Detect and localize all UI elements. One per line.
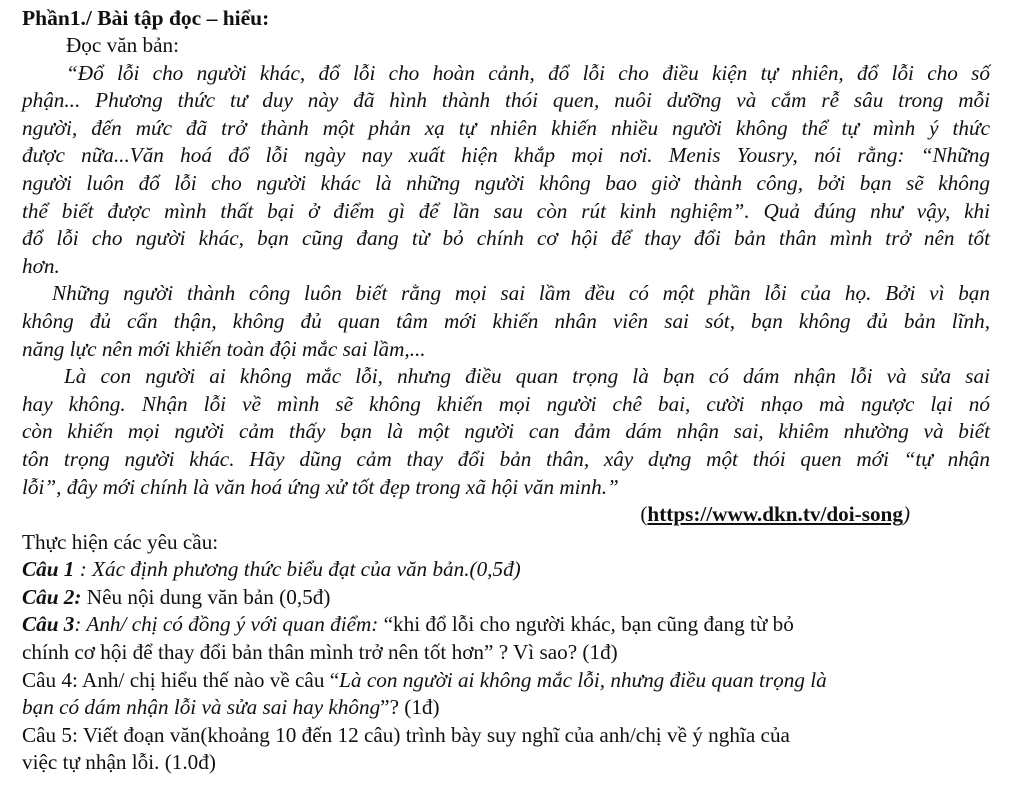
passage-line: phận... Phương thức tư duy này đã hình thành thói quen, nuôi dưỡng và cắm rễ sâu trong mỗi <box>22 88 990 113</box>
question-1-text: : Xác định phương thức biểu đạt của văn bản.(0,5đ) <box>74 557 521 582</box>
question-2 <box>22 584 990 612</box>
passage-line: được nữa...Văn hoá đổ lỗi ngày nay xuất hiện khắp mọi nơi. Menis Yousry, nói rằng: “Những <box>22 143 990 168</box>
passage-line: “Đổ lỗi cho người khác, đổ lỗi cho hoàn cảnh, đổ lỗi cho điều kiện tự nhiên, đổ lỗi cho số <box>66 60 990 85</box>
passage-line: người luôn đổ lỗi cho người khác là những người không bao giờ thành công, bởi bạn sẽ không <box>22 170 990 195</box>
question-4-suffix: ”? (1đ) <box>380 695 440 720</box>
question-3-continued: chính cơ hội để thay đổi bản thân mình trở nên tốt hơn” ? Vì sao? (1đ) <box>22 640 618 665</box>
question-3-label: Câu 3 <box>22 612 75 637</box>
question-3-intro: : Anh/ chị có đồng ý với quan điểm: <box>74 612 384 637</box>
question-3-quote-line1: “khi đổ lỗi cho người khác, bạn cũng đang từ bỏ <box>383 612 794 637</box>
question-4-continued <box>22 694 990 722</box>
question-5-continued: việc tự nhận lỗi. (1.0đ) <box>22 750 216 775</box>
question-4-prefix: Câu 4: Anh/ chị hiểu thế nào về câu “ <box>22 667 340 692</box>
passage-line: lỗi”, đây mới chính là văn hoá ứng xử tốt đẹp trong xã hội văn minh.” <box>22 474 619 499</box>
passage-line: hơn. <box>22 253 60 278</box>
passage-line: Những người thành công luôn biết rằng mọi sai lầm đều có một phần lỗi của họ. Bởi vì bạn <box>52 281 990 306</box>
question-3 <box>22 611 990 639</box>
passage-line: đổ lỗi cho người khác, bạn cũng đang từ bỏ chính cơ hội để thay đổi bản thân mình trở nên tốt <box>22 226 990 251</box>
source-link[interactable]: https://www.dkn.tv/doi-song <box>647 502 903 527</box>
question-1-label: Câu 1 <box>22 557 75 582</box>
read-instruction: Đọc văn bản: <box>66 33 179 57</box>
passage-line: thể biết được mình thất bại ở điểm gì để lần sau còn rút kinh nghiệm”. Quả đúng như vậy, khi <box>22 198 990 223</box>
passage-line: không đủ cẩn thận, không đủ quan tâm mới khiến nhân viên sai sót, bạn không đủ bản lĩnh, <box>22 308 990 333</box>
question-4-quote-line2: bạn có dám nhận lỗi và sửa sai hay không <box>22 695 381 720</box>
passage-line: người, đến mức đã trở thành một phản xạ tự nhiên khiến nhiều người không thể tự mình ý thức <box>22 115 990 140</box>
passage-line: năng lực nên mới khiến toàn đội mắc sai lầm,... <box>22 336 426 361</box>
tasks-heading: Thực hiện các yêu cầu: <box>22 529 219 554</box>
source-close-paren: ) <box>902 502 910 527</box>
source-open-paren: ( <box>640 502 648 527</box>
question-2-label: Câu 2: <box>22 584 82 609</box>
section-heading: Phần1./ Bài tập đọc – hiểu: <box>22 6 270 30</box>
passage-line: tôn trọng người khác. Hãy dũng cảm thay đổi bản thân, xây dựng một thói quen mới “tự nhận <box>22 446 990 471</box>
question-2-text: Nêu nội dung văn bản (0,5đ) <box>81 584 331 609</box>
question-1 <box>22 556 990 584</box>
source-citation <box>22 501 990 529</box>
passage-line: Là con người ai không mắc lỗi, nhưng điều quan trọng là bạn có dám nhận lỗi và sửa sai <box>64 364 990 389</box>
question-4-quote-line1: Là con người ai không mắc lỗi, nhưng điều quan trọng là <box>339 667 827 692</box>
passage-line: hay không. Nhận lỗi về mình sẽ không khiến mọi người chê bai, cười nhạo mà ngược lại nó <box>22 391 990 416</box>
question-5: Câu 5: Viết đoạn văn(khoảng 10 đến 12 câu) trình bày suy nghĩ của anh/chị về ý nghĩa của <box>22 722 790 747</box>
passage-line: còn khiến mọi người cảm thấy bạn là một người can đảm dám nhận sai, khiêm nhường và biết <box>22 419 990 444</box>
question-4 <box>22 667 990 695</box>
